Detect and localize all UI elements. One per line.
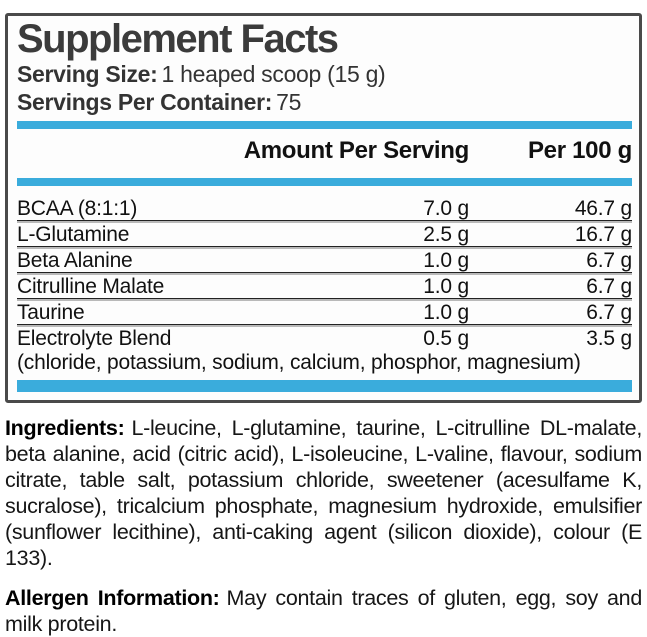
nutrient-name: BCAA (8:1:1) [17,197,138,221]
column-header-per-100g: Per 100 g [527,137,632,165]
nutrient-per-100g: 6.7 g [586,249,632,273]
supplement-label-page [0,13,647,637]
ingredients-label: Ingredients: [5,416,125,441]
nutrient-per-100g: 3.5 g [586,327,632,351]
ingredients-text: L-leucine, L-glutamine, taurine, L-citrulline DL-malate, beta alanine, acid (citric acid), L-isoleucine, L-valine, flavour, sodium citrate, table salt, potassium chloride, sweetener (acesulfame K, sucralose), tricalcium phosphate, magnesium hydroxide, emulsifier (sunflower lecithine), anti-caking agent (silicon dioxide), colour (E 133). [5,416,642,571]
nutrient-per-100g: 46.7 g [574,197,632,221]
allergen-paragraph [5,585,642,637]
table-row [17,275,632,299]
column-header-amount-per-serving: Amount Per Serving [243,137,469,165]
nutrient-amount: 1.0 g [423,301,469,325]
nutrient-amount: 7.0 g [423,197,469,221]
nutrient-name: L-Glutamine [17,223,130,247]
nutrient-name: Taurine [17,301,85,325]
allergen-label: Allergen Information: [5,586,220,611]
nutrient-amount: 1.0 g [423,249,469,273]
table-row [17,327,632,350]
supplement-facts-panel [5,13,642,403]
table-row [17,249,632,273]
nutrient-per-100g: 6.7 g [586,275,632,299]
divider-bar-middle [17,178,632,186]
nutrient-table-body [17,197,632,375]
electrolyte-blend-note: (chloride, potassium, sodium, calcium, phosphor, magnesium) [17,351,581,375]
serving-size-value: 1 heaped scoop (15 g) [161,61,386,87]
nutrient-amount: 2.5 g [423,223,469,247]
allergen-text: May contain traces of gluten, egg, soy and milk protein. [5,586,642,637]
servings-per-container-line [17,88,632,116]
table-row [17,301,632,325]
nutrient-name: Citrulline Malate [17,275,165,299]
nutrient-per-100g: 16.7 g [574,223,632,247]
table-header-row [17,137,632,173]
nutrient-amount: 1.0 g [423,275,469,299]
nutrient-amount: 0.5 g [423,327,469,351]
servings-per-container-label: Servings Per Container: [17,89,273,116]
serving-size-label: Serving Size: [17,61,158,87]
table-row [17,197,632,221]
ingredients-paragraph [5,415,642,571]
divider-bar-bottom [17,380,632,392]
nutrient-name: Beta Alanine [17,249,133,273]
serving-size-line [17,60,632,88]
nutrient-per-100g: 6.7 g [586,301,632,325]
divider-bar-top [17,121,632,129]
nutrient-name: Electrolyte Blend [17,327,172,351]
panel-title: Supplement Facts [17,17,338,61]
table-row [17,223,632,247]
servings-per-container-value: 75 [276,89,302,116]
